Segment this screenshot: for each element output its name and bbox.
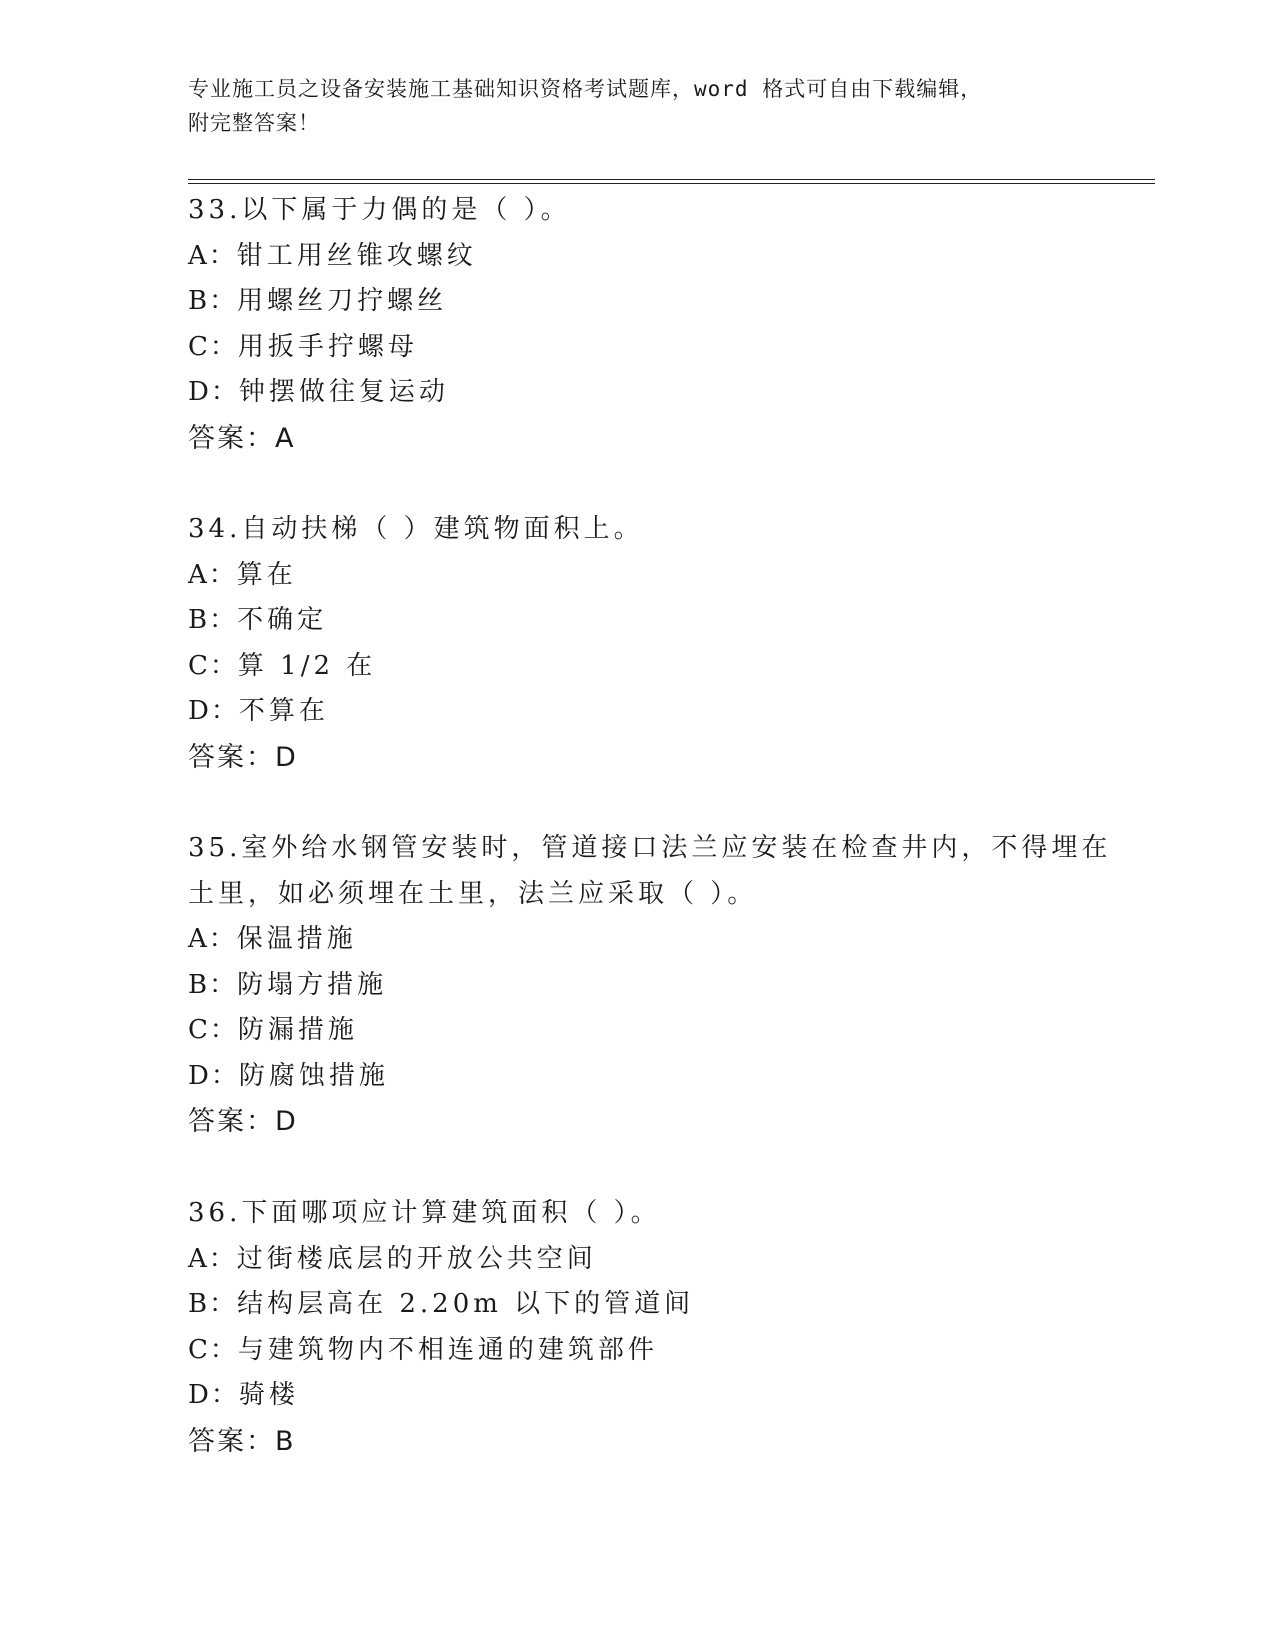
option-a xyxy=(188,917,1148,963)
option-letter: C： xyxy=(188,650,238,681)
option-letter: B： xyxy=(188,969,238,1000)
option-a xyxy=(188,234,1148,280)
option-d xyxy=(188,689,1148,735)
option-c xyxy=(188,325,1148,371)
option-c xyxy=(188,1328,1148,1374)
option-d xyxy=(188,1373,1148,1419)
option-text: 保温措施 xyxy=(236,924,357,954)
answer-line: 答案：D xyxy=(188,1106,298,1137)
option-letter: A： xyxy=(188,924,237,954)
option-text: 结构层高在 2.20m 以下的管道间 xyxy=(237,1289,695,1319)
option-text: 算在 xyxy=(236,559,297,590)
header-divider xyxy=(188,179,1155,184)
option-text: 防漏措施 xyxy=(237,1015,358,1045)
option-text: 不算在 xyxy=(238,696,329,726)
answer-line: 答案：A xyxy=(188,422,296,454)
option-letter: A： xyxy=(188,1243,237,1274)
header-line-1: 专业施工员之设备安装施工基础知识资格考试题库，word 格式可自由下载编辑， xyxy=(188,77,983,101)
option-b xyxy=(188,1282,1148,1328)
option-letter: B： xyxy=(188,1289,238,1319)
question-stem: 35.室外给水钢管安装时，管道接口法兰应安装在检查井内，不得埋在 xyxy=(188,833,1112,863)
option-letter: B： xyxy=(188,286,238,316)
option-text: 骑楼 xyxy=(238,1380,299,1410)
option-a xyxy=(188,553,1148,599)
option-text: 不确定 xyxy=(237,605,328,635)
option-letter: D： xyxy=(188,377,239,407)
option-letter: C： xyxy=(188,1334,238,1365)
question-34 xyxy=(188,507,1148,780)
option-letter: C： xyxy=(188,331,238,362)
option-b xyxy=(188,963,1148,1009)
option-c xyxy=(188,1008,1148,1054)
option-letter: D： xyxy=(188,1060,239,1091)
option-text: 钟摆做往复运动 xyxy=(238,377,449,407)
option-letter: B： xyxy=(188,605,238,635)
header-line-2: 附完整答案！ xyxy=(188,111,320,135)
option-letter: C： xyxy=(188,1015,238,1045)
option-text: 防塌方措施 xyxy=(237,969,388,1000)
option-b xyxy=(188,598,1148,644)
option-letter: D： xyxy=(188,696,239,726)
document-header xyxy=(188,72,1068,140)
option-text: 算 1/2 在 xyxy=(237,650,377,681)
option-c xyxy=(188,644,1148,690)
option-b xyxy=(188,279,1148,325)
question-36 xyxy=(188,1191,1148,1464)
answer-line: 答案：D xyxy=(188,741,298,773)
option-text: 与建筑物内不相连通的建筑部件 xyxy=(237,1334,658,1365)
option-d xyxy=(188,370,1148,416)
question-stem: 33.以下属于力偶的是（ ）。 xyxy=(188,195,571,225)
question-stem: 36.下面哪项应计算建筑面积（ ）。 xyxy=(188,1198,661,1228)
question-stem: 34.自动扶梯（ ）建筑物面积上。 xyxy=(188,514,644,544)
option-d xyxy=(188,1054,1148,1100)
option-text: 过街楼底层的开放公共空间 xyxy=(236,1243,597,1274)
option-text: 用螺丝刀拧螺丝 xyxy=(237,286,448,316)
option-text: 防腐蚀措施 xyxy=(238,1060,389,1091)
option-a xyxy=(188,1237,1148,1283)
answer-line: 答案：B xyxy=(188,1425,296,1457)
option-letter: A： xyxy=(188,559,237,590)
option-letter: D： xyxy=(188,1380,239,1410)
question-35 xyxy=(188,826,1148,1145)
option-text: 用扳手拧螺母 xyxy=(237,331,418,362)
question-stem-continued: 土里，如必须埋在土里，法兰应采取（ ）。 xyxy=(188,878,758,909)
option-text: 钳工用丝锥攻螺纹 xyxy=(236,240,477,271)
question-33 xyxy=(188,188,1148,461)
option-letter: A： xyxy=(188,240,237,271)
